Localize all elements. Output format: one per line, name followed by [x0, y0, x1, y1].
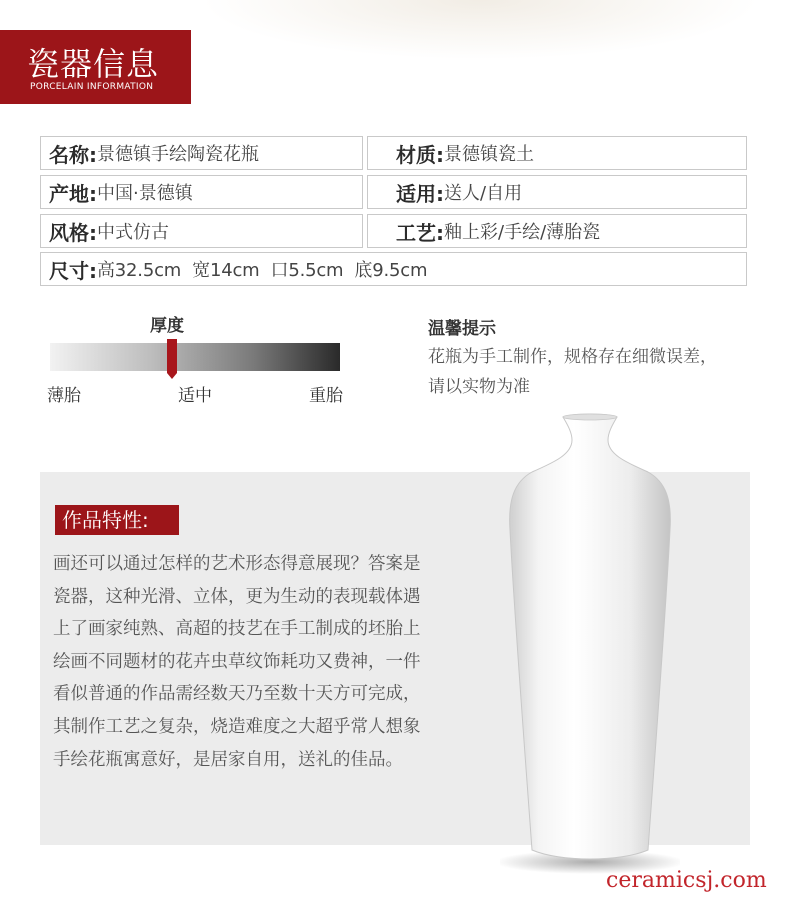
thickness-label-medium: 适中: [178, 386, 212, 406]
info-label-name: 名称:: [49, 142, 97, 167]
info-value-craft: 釉上彩/手绘/薄胎瓷: [444, 222, 601, 243]
info-label-craft: 工艺:: [396, 220, 444, 245]
info-label-material: 材质:: [396, 142, 444, 167]
info-label-style: 风格:: [49, 220, 97, 245]
info-cell-origin: [40, 175, 363, 209]
info-value-material: 景德镇瓷土: [444, 144, 534, 165]
section-header-badge: [0, 30, 191, 104]
thickness-marker-tip: [167, 373, 177, 379]
info-value-name: 景德镇手绘陶瓷花瓶: [97, 144, 259, 165]
info-cell-size: [40, 252, 747, 286]
features-heading: 作品特性:: [62, 508, 149, 532]
thickness-label-thin: 薄胎: [47, 386, 81, 406]
info-label-origin: 产地:: [49, 181, 97, 206]
section-subtitle: PORCELAIN INFORMATION: [30, 82, 154, 92]
thickness-label-heavy: 重胎: [309, 386, 343, 406]
section-title: 瓷器信息: [27, 45, 160, 83]
info-cell-usage: [367, 175, 747, 209]
features-text: 画还可以通过怎样的艺术形态得意展现？答案是瓷器，这种光滑、立体，更为生动的表现载体遇上了画家纯熟、高超的技艺在手工制成的坯胎上绘画不同题材的花卉虫草纹饰耗功又费神，一件看似普通的作品需经数天乃至数十天方可完成，其制作工艺之复杂，烧造难度之大超乎常人想象手绘花瓶寓意好，是居家自用，送礼的佳品。: [53, 554, 421, 770]
thickness-marker: [167, 339, 177, 373]
info-value-origin: 中国·景德镇: [97, 183, 193, 204]
watermark: ceramicsj.com: [606, 868, 767, 893]
info-cell-style: [40, 214, 363, 248]
info-cell-material: [367, 136, 747, 170]
thickness-gradient-bar: [50, 343, 340, 371]
info-label-size: 尺寸:: [49, 258, 97, 283]
tip-text: 花瓶为手工制作，规格存在细微误差，请以实物为准: [428, 347, 717, 397]
thickness-title: 厚度: [150, 316, 184, 336]
info-cell-craft: [367, 214, 747, 248]
info-value-style: 中式仿古: [97, 222, 169, 243]
info-cell-name: [40, 136, 363, 170]
info-value-size: 高32.5cm 宽14cm 口5.5cm 底9.5cm: [97, 260, 428, 281]
vase-image: [500, 410, 680, 880]
info-value-usage: 送人/自用: [444, 183, 523, 204]
tip-title: 温馨提示: [428, 319, 496, 339]
info-label-usage: 适用:: [396, 181, 444, 206]
top-glow: [200, 0, 760, 60]
